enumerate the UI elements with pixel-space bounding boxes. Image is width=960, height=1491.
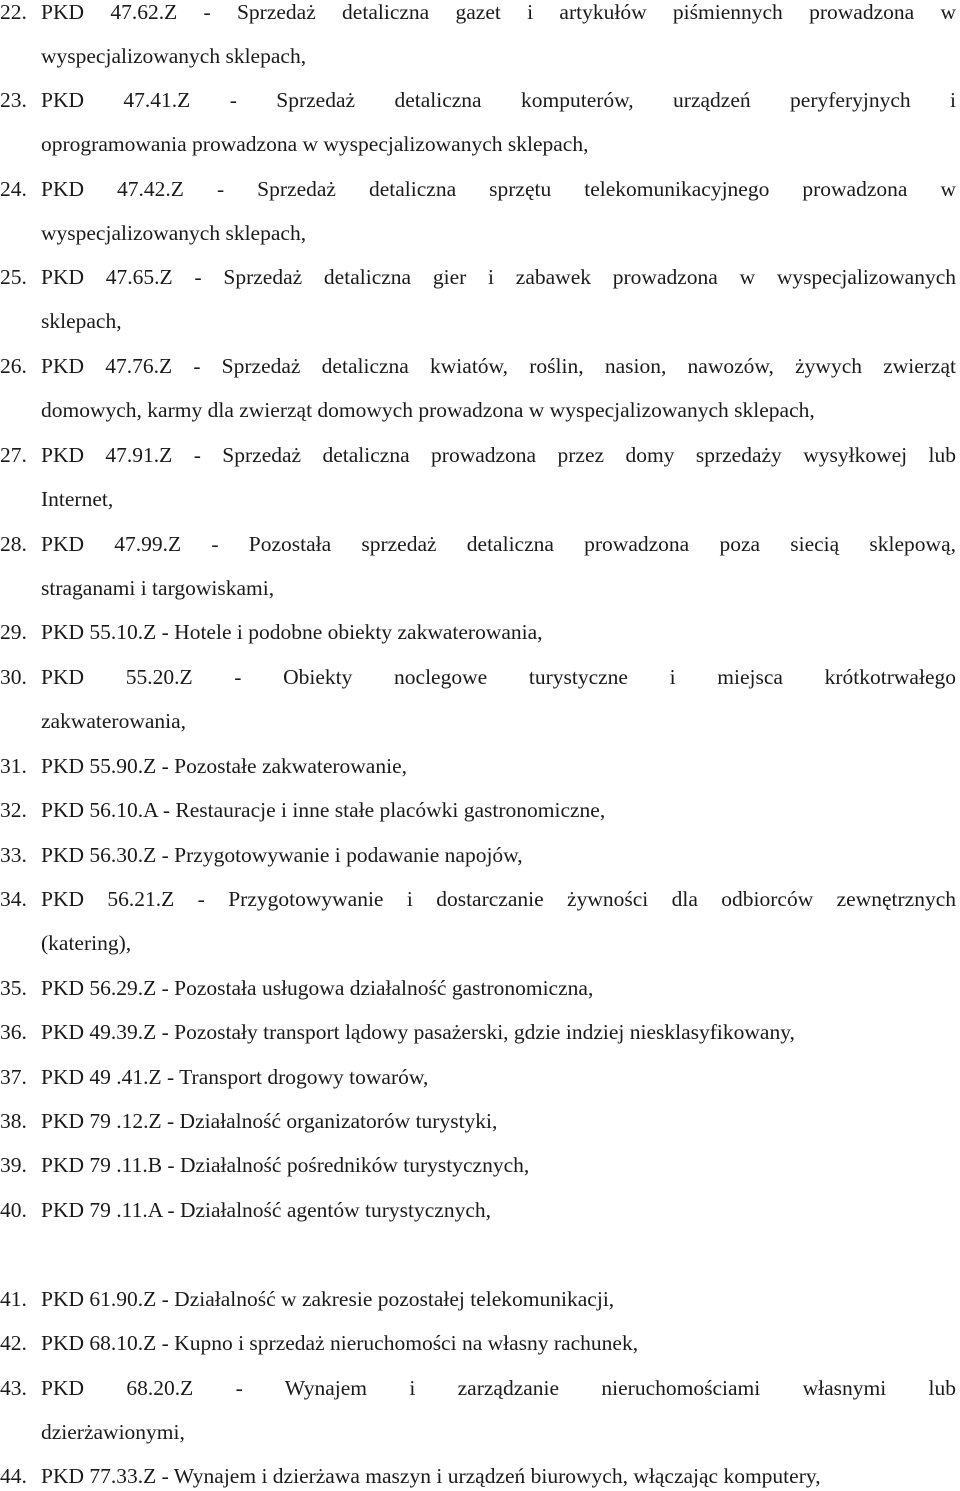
item-number: 42. xyxy=(0,1331,27,1355)
item-number: 29. xyxy=(0,620,27,644)
item-text-line: PKD 47.99.Z - Pozostała sprzedaż detaliczna prowadzona poza siecią sklepową, xyxy=(41,532,956,556)
item-number: 28. xyxy=(0,532,27,556)
item-text-line: PKD 47.76.Z - Sprzedaż detaliczna kwiatów, roślin, nasion, nawozów, żywych zwierząt xyxy=(41,354,956,378)
item-number: 36. xyxy=(0,1020,27,1044)
item-number: 35. xyxy=(0,976,27,1000)
item-number: 32. xyxy=(0,798,27,822)
item-number: 23. xyxy=(0,88,27,112)
item-text-line: PKD 56.30.Z - Przygotowywanie i podawanie napojów, xyxy=(41,843,523,867)
item-text-line: PKD 55.10.Z - Hotele i podobne obiekty zakwaterowania, xyxy=(41,620,543,644)
item-number: 25. xyxy=(0,265,27,289)
item-text-line: PKD 56.10.A - Restauracje i inne stałe placówki gastronomiczne, xyxy=(41,798,606,822)
item-text-line: PKD 47.41.Z - Sprzedaż detaliczna komputerów, urządzeń peryferyjnych i xyxy=(41,88,956,112)
item-text-line: wyspecjalizowanych sklepach, xyxy=(41,221,307,245)
item-number: 39. xyxy=(0,1153,27,1177)
item-text-line: PKD 79 .11.B - Działalność pośredników turystycznych, xyxy=(41,1153,530,1177)
item-text-line: PKD 68.20.Z - Wynajem i zarządzanie nieruchomościami własnymi lub xyxy=(41,1376,956,1400)
item-text-line: PKD 47.65.Z - Sprzedaż detaliczna gier i zabawek prowadzona w wyspecjalizowanych xyxy=(41,265,956,289)
item-text-line: PKD 79 .11.A - Działalność agentów turystycznych, xyxy=(41,1198,492,1222)
item-number: 40. xyxy=(0,1198,27,1222)
item-number: 41. xyxy=(0,1287,27,1311)
item-text-line: PKD 49 .41.Z - Transport drogowy towarów, xyxy=(41,1065,429,1089)
item-number: 43. xyxy=(0,1376,27,1400)
item-text-line: PKD 77.33.Z - Wynajem i dzierżawa maszyn i urządzeń biurowych, włączając komputery, xyxy=(41,1464,821,1488)
item-text-line: PKD 49.39.Z - Pozostały transport lądowy pasażerski, gdzie indziej niesklasyfikowany, xyxy=(41,1020,795,1044)
item-text-line: PKD 61.90.Z - Działalność w zakresie pozostałej telekomunikacji, xyxy=(41,1287,615,1311)
item-text-line: PKD 47.91.Z - Sprzedaż detaliczna prowadzona przez domy sprzedaży wysyłkowej lub xyxy=(41,443,956,467)
item-text-line: oprogramowania prowadzona w wyspecjalizowanych sklepach, xyxy=(41,132,589,156)
item-number: 24. xyxy=(0,177,27,201)
item-text-line: sklepach, xyxy=(41,309,122,333)
item-text-line: (katering), xyxy=(41,931,132,955)
item-number: 27. xyxy=(0,443,27,467)
item-number: 22. xyxy=(0,0,27,24)
item-text-line: PKD 79 .12.Z - Działalność organizatorów turystyki, xyxy=(41,1109,498,1133)
item-text-line: PKD 55.90.Z - Pozostałe zakwaterowanie, xyxy=(41,754,407,778)
item-text-line: PKD 55.20.Z - Obiekty noclegowe turystyczne i miejsca krótkotrwałego xyxy=(41,665,956,689)
item-text-line: PKD 47.42.Z - Sprzedaż detaliczna sprzętu telekomunikacyjnego prowadzona w xyxy=(41,177,956,201)
item-text-line: dzierżawionymi, xyxy=(41,1420,185,1444)
item-number: 37. xyxy=(0,1065,27,1089)
item-number: 34. xyxy=(0,887,27,911)
item-text-line: PKD 56.29.Z - Pozostała usługowa działalność gastronomiczna, xyxy=(41,976,594,1000)
item-text-line: PKD 47.62.Z - Sprzedaż detaliczna gazet i artykułów piśmiennych prowadzona w xyxy=(41,0,956,24)
item-text-line: PKD 68.10.Z - Kupno i sprzedaż nieruchomości na własny rachunek, xyxy=(41,1331,639,1355)
item-number: 38. xyxy=(0,1109,27,1133)
item-text-line: Internet, xyxy=(41,487,114,511)
item-text-line: wyspecjalizowanych sklepach, xyxy=(41,44,307,68)
item-number: 30. xyxy=(0,665,27,689)
item-text-line: straganami i targowiskami, xyxy=(41,576,275,600)
item-number: 33. xyxy=(0,843,27,867)
item-text-line: domowych, karmy dla zwierząt domowych prowadzona w wyspecjalizowanych sklepach, xyxy=(41,398,815,422)
item-text-line: PKD 56.21.Z - Przygotowywanie i dostarczanie żywności dla odbiorców zewnętrznych xyxy=(41,887,956,911)
item-text-line: zakwaterowania, xyxy=(41,709,187,733)
item-number: 31. xyxy=(0,754,27,778)
item-number: 26. xyxy=(0,354,27,378)
item-number: 44. xyxy=(0,1464,27,1488)
